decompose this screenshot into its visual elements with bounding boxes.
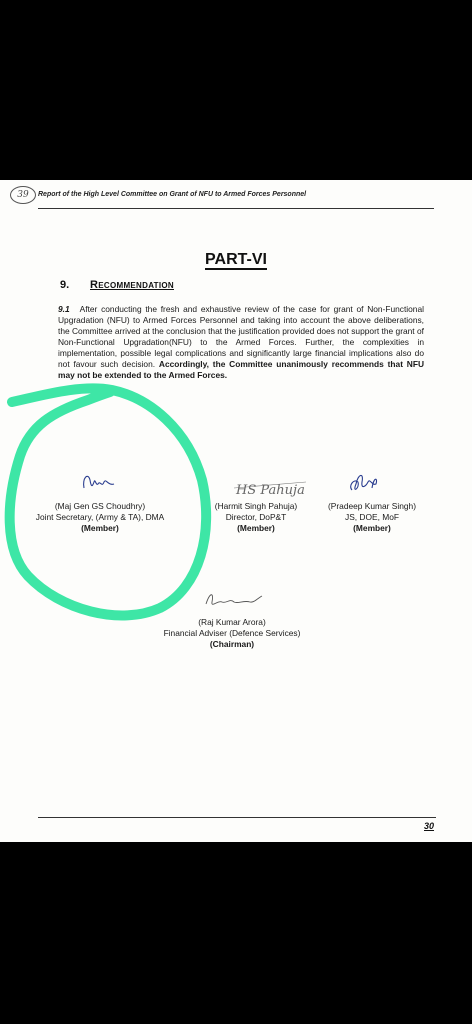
signatory-name: (Raj Kumar Arora) xyxy=(198,617,266,627)
paragraph-text: After conducting the fresh and exhaustive review of the case for grant of Non-Functional Upgradation (NFU) to Armed Forces Personnel and taking into account the above deliberations, the Committee arrived at the conclusion that the justification provided does not support the grant of Non-Functional Upgradation(NFU) to the Armed Forces. Further, the complexities in implementation, possible legal complications and significantly large financial implications also do not favour such decision. xyxy=(58,304,424,369)
running-header: Report of the High Level Committee on Grant of NFU to Armed Forces Personnel xyxy=(38,191,307,198)
signatory-name: (Maj Gen GS Choudhry) xyxy=(54,501,146,511)
highlight-circle-annotation xyxy=(0,180,472,842)
signatory-role: (Member) xyxy=(81,523,119,533)
section-title: Recommendation xyxy=(90,279,174,291)
signatory-designation: Joint Secretary, (Army & TA), DMA xyxy=(35,512,165,522)
signatory-role: (Member) xyxy=(237,523,275,533)
document-page xyxy=(0,180,472,842)
signatory-role: (Chairman) xyxy=(209,639,255,649)
paragraph-number: 9.1 xyxy=(58,304,70,314)
signatory-designation: JS, DOE, MoF xyxy=(345,512,399,522)
signatory-designation: Director, DoP&T xyxy=(225,512,287,522)
section-number: 9. xyxy=(60,279,70,291)
signatory-name: (Harmit Singh Pahuja) xyxy=(214,501,298,511)
page-number: 30 xyxy=(424,821,435,831)
page-stamp: 39 xyxy=(10,186,36,204)
signatory-name: (Pradeep Kumar Singh) xyxy=(328,501,416,511)
paragraph-conclusion: Accordingly, the Committee unanimously recommends that NFU may not be extended to the Armed Forces. xyxy=(58,359,424,380)
part-title-text: PART-VI xyxy=(205,251,267,268)
pahuja-signature-text: HS Pahuja xyxy=(236,483,305,498)
signatory-role: (Member) xyxy=(353,523,391,533)
signatory-designation: Financial Adviser (Defence Services) xyxy=(163,628,301,638)
